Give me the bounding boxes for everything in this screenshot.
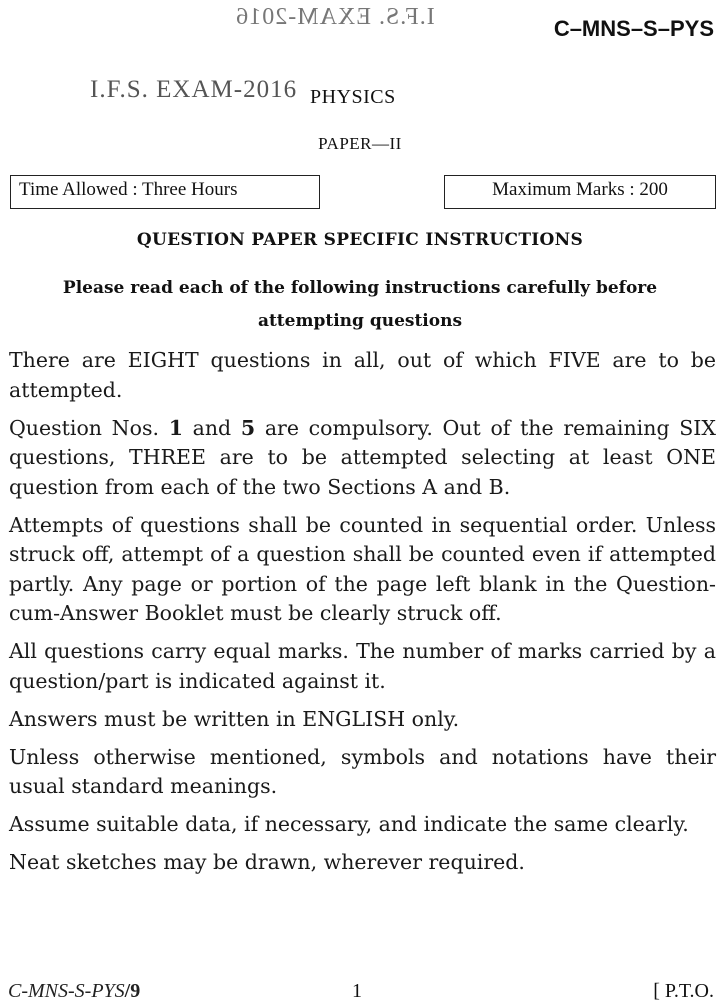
instruction-item (9, 637, 716, 696)
instructions-list (9, 346, 716, 886)
paper-code: C–MNS–S–PYS (553, 16, 714, 41)
instruction-text: Unless otherwise mentioned, symbols and notations have their usual standard meanings. (9, 744, 716, 798)
instruction-text: All questions carry equal marks. The number of marks carried by a question/part is indicated against it. (9, 639, 716, 693)
instruction-text: Answers must be written in ENGLISH only. (9, 706, 460, 731)
instruction-text: Assume suitable data, if necessary, and indicate the same clearly. (9, 812, 689, 836)
instructions-subheading: Please read each of the following instructions carefully before attempting questions (62, 278, 658, 331)
instruction-item (9, 848, 716, 878)
instruction-item (9, 346, 716, 405)
instruction-text: Neat sketches may be drawn, wherever required. (9, 850, 525, 874)
paper-number: PAPER—II (318, 134, 402, 153)
mirrored-exam-stamp: I.F.S. EXAM-2016 (235, 4, 435, 30)
instruction-item (9, 705, 716, 735)
instruction-item (9, 414, 716, 503)
footer-code-text: C-MNS-S-PYS (8, 980, 125, 1002)
subject-title: PHYSICS (310, 86, 396, 108)
instruction-bold-text: 5 (240, 415, 256, 440)
instruction-text: and (182, 415, 241, 440)
instruction-bold-text: 1 (168, 415, 183, 440)
footer-code-suffix: /9 (124, 980, 141, 1002)
instructions-heading: QUESTION PAPER SPECIFIC INSTRUCTIONS (136, 230, 584, 250)
page-number: 1 (352, 980, 362, 1002)
instruction-text: Question Nos. (9, 415, 169, 440)
time-allowed-box: Time Allowed : Three Hours (10, 175, 320, 209)
maximum-marks-box: Maximum Marks : 200 (444, 175, 716, 209)
instruction-text: are compulsory. Out of the remaining SIX questions, THREE are to be attempted selecting at least ONE question from each of the two Sections A and B. (9, 415, 716, 499)
instruction-text: Attempts of questions shall be counted in sequential order. Unless struck off, attempt of a question shall be counted even if attempted partly. Any page or portion of the page left blank in the Question-cum-Answer Booklet must be clearly struck off. (9, 512, 716, 625)
footer-paper-code (8, 980, 140, 1003)
instruction-text: There are EIGHT questions in all, out of which FIVE are to be attempted. (9, 348, 716, 402)
exam-stamp: I.F.S. EXAM-2016 (90, 76, 298, 103)
pto-label: [ P.T.O. (653, 980, 714, 1002)
instruction-item (9, 511, 716, 629)
instruction-item (9, 743, 716, 802)
instruction-item (9, 810, 716, 840)
